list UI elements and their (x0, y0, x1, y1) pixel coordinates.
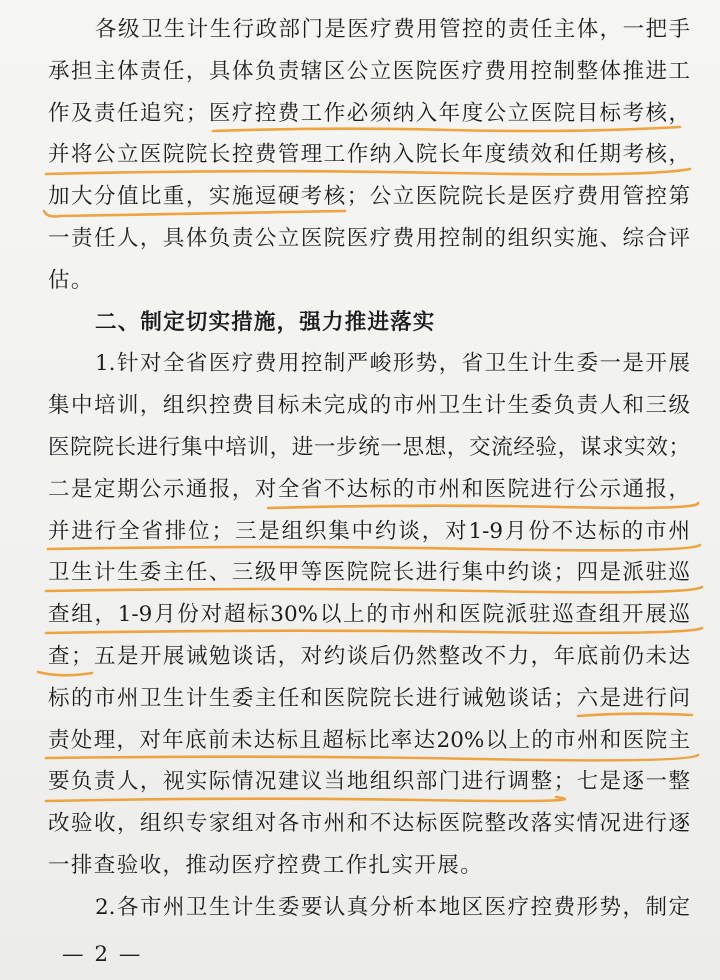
text-line: 一责任人，具体负责公立医院医疗费用控制的组织实施、综合评 (48, 225, 690, 251)
text-line: 医院院长进行集中培训，进一步统一思想，交流经验，谋求实效； (48, 434, 690, 460)
item-2 (48, 887, 690, 929)
paragraph-1 (48, 9, 690, 302)
text-line: 二是定期公示通报，对全省不达标的市州和医院进行公示通报， (48, 476, 690, 502)
text-line: 估。 (48, 267, 94, 293)
text-line: 查；五是开展诫勉谈话，对约谈后仍然整改不力，年底前仍未达 (48, 643, 690, 669)
text-line: 要负责人，视实际情况建议当地组织部门进行调整；七是逐一整 (48, 769, 690, 795)
section-heading: 二、制定切实措施，强力推进落实 (95, 309, 436, 335)
text-line: 查组，1-9月份对超标30%以上的市州和医院派驻巡查组开展巡 (48, 602, 690, 628)
text-line: 2.各市州卫生计生委要认真分析本地区医疗控费形势，制定 (95, 894, 690, 920)
text-line: 1.针对全省医疗费用控制严峻形势，省卫生计生委一是开展 (95, 351, 690, 377)
text-line: 各级卫生计生行政部门是医疗费用管控的责任主体，一把手 (95, 17, 690, 42)
page-number: — 2 — (62, 942, 143, 967)
text-line: 卫生计生委主任、三级甲等医院院长进行集中约谈；四是派驻巡 (48, 560, 690, 586)
text-line: 标的市州卫生计生委主任和医院院长进行诫勉谈话；六是进行问 (48, 685, 690, 711)
text-line: 承担主体责任，具体负责辖区公立医院医疗费用控制整体推进工 (48, 58, 690, 84)
text-line: 责处理，对年底前未达标且超标比率达20%以上的市州和医院主 (48, 727, 690, 753)
text-line: 一排查验收，推动医疗控费工作扎实开展。 (48, 852, 484, 878)
document-body (48, 9, 690, 929)
text-line: 集中培训，组织控费目标未完成的市州卫生计生委负责人和三级 (48, 393, 690, 419)
text-line: 并将公立医院院长控费管理工作纳入院长年度绩效和任期考核， (48, 142, 690, 168)
text-line: 并进行全省排位；三是组织集中约谈，对1-9月份不达标的市州 (48, 518, 690, 544)
text-line: 加大分值比重，实施逗硬考核；公立医院院长是医疗费用管控第 (48, 184, 690, 210)
text-line: 改验收，组织专家组对各市州和不达标医院整改落实情况进行逐 (48, 811, 690, 837)
text-line: 作及责任追究；医疗控费工作必须纳入年度公立医院目标考核， (48, 100, 690, 126)
item-1 (48, 343, 690, 886)
